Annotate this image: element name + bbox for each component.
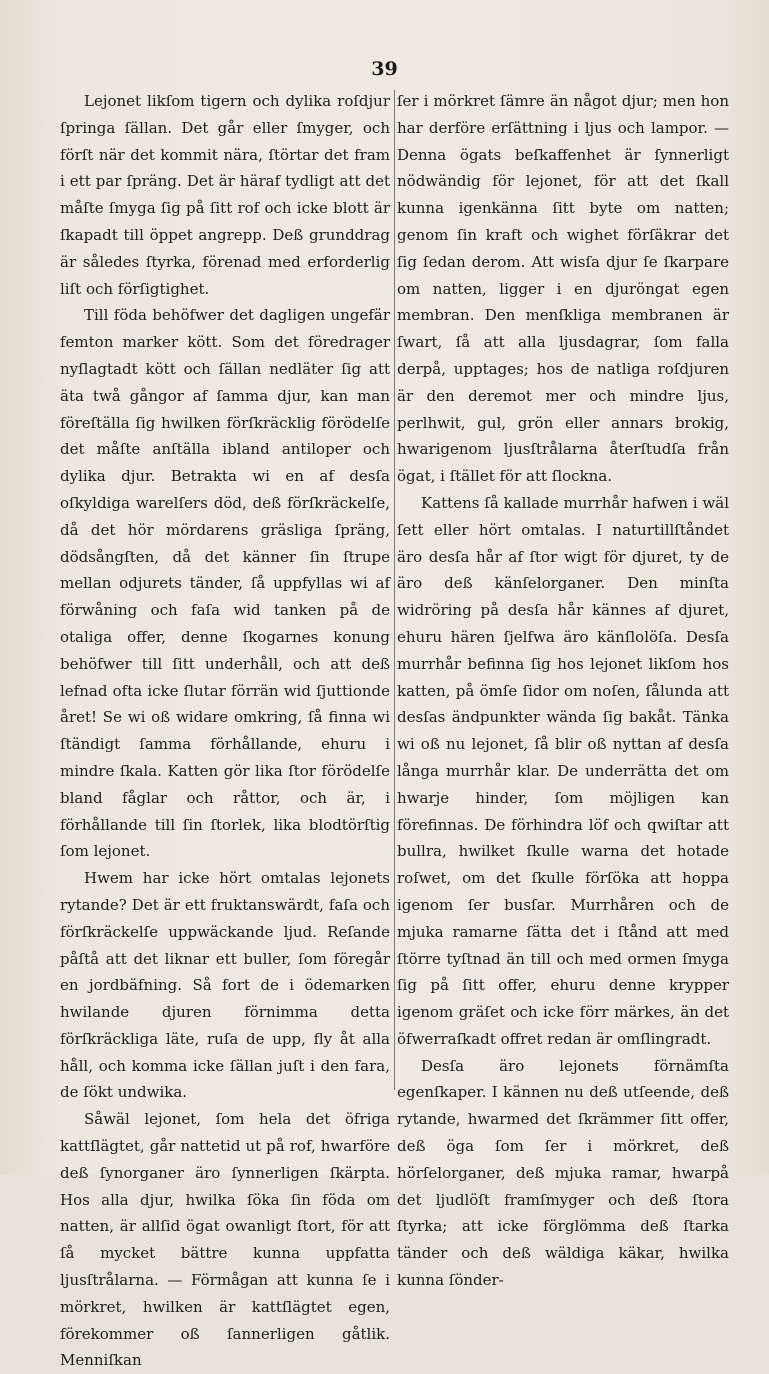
right-paragraph-1: ſer i mörkret ſämre än något djur; men hon har derföre erſättning i ljus och lampor. — Denna ögats beſkaffenhet är ſynnerligt nödwändig för lejonet, för att det ſkall kunna igenkänna ſitt byte om natten; genom ſin kraft och wighet förſäkrar det ſig ſedan derom. Att wisſa djur ſe ſkarpare om natten, ligger i en djuröngat egen membran. Den menſkliga membranen är ſwart, ſå att alla ljusdagrar, ſom falla derpå, upptages; hos de natliga roſdjuren är den deremot mer och mindre ljus, perlhwit, gul, grön eller annars brokig, hwarigenom ljusſtrålarna återſtudſa från ögat, i ſtället för att ſlockna. xyxy=(397,92,729,486)
right-paragraph-2: Kattens ſå kallade murrhår hafwen i wäl ſett eller hört omtalas. I naturtillſtåndet äro desſa hår af ſtor wigt för djuret, ty de äro deß känſelorganer. Den minſta widröring på desſa hår kännes af djuret, ehuru hären ſjelfwa äro känſlolöſa. Desſa murrhår befinna ſig hos lejonet likſom hos katten, på ömſe ſidor om noſen, ſålunda att desſas ändpunkter wända ſig bakåt. Tänka wi oß nu lejonet, ſå blir oß nyttan af desſa långa murrhår klar. De underrätta det om hwarje hinder, ſom möjligen kan förefinnas. De förhindra löf och qwiſtar att bullra, hwilket ſkulle warna det hotade roſwet, om det ſkulle förſöka att hoppa igenom ſer busſar. Murrhåren och de mjuka ramarne ſätta det i ſtånd att med ſtörre tyſtnad än till och med ormen ſmyga ſig på ſitt offer, ehuru denne krypper igenom gräſet och icke förr märkes, än det öfwerraſkadt offret redan är omſlingradt. xyxy=(397,493,729,1048)
left-paragraph-3: Hwem har icke hört omtalas lejonets rytande? Det är ett fruktanswärdt, faſa och förſkräckelſe uppwäckande ljud. Reſande påſtå att det liknar ett buller, ſom föregår en jordbäfning. Så fort de i ödemarken hwilande djuren förnimma detta förſkräckliga läte, ruſa de upp, fly åt alla håll, och komma icke ſällan juſt i den fara, de ſökt undwika. xyxy=(60,869,390,1102)
left-column xyxy=(60,88,390,1370)
right-paragraph-3: Desſa äro lejonets förnämſta egenſkaper. I kännen nu deß utſeende, deß rytande, hwarmed det ſkrämmer ſitt offer, deß öga ſom ſer i mörkret, deß hörſelorganer, deß mjuka ramar, hwarpå det ljudlöſt framſmyger och deß ſtora ſtyrka; att icke förglömma deß ſtarka tänder och deß wäldiga käkar, hwilka kunna ſönder- xyxy=(397,1056,729,1290)
right-column xyxy=(397,88,729,1290)
page-number: 39 xyxy=(371,58,398,80)
column-divider xyxy=(394,90,395,1090)
left-paragraph-1: Lejonet likſom tigern och dylika roſdjur ſpringa ſällan. Det går eller ſmyger, och förſt när det kommit nära, ſtörtar det fram i ett par ſpräng. Det är häraf tydligt att det måſte ſmyga ſig på ſitt rof och icke blott är ſkapadt till öppet angrepp. Deß grunddrag är således ſtyrka, förenad med erforderlig liſt och förſigtighet. xyxy=(60,92,390,298)
left-paragraph-4: Såwäl lejonet, ſom hela det öfriga kattſlägtet, går nattetid ut på rof, hwarföre deß ſynorganer äro ſynnerligen ſkärpta. Hos alla djur, hwilka ſöka ſin föda om natten, är allſid ögat owanligt ſtort, för att ſå mycket bättre kunna uppfatta ljusſtrålarna. — Förmågan att kunna ſe i mörkret, hwilken är kattſlägtet egen, förekommer oß ſannerligen gåtlik. Menniſkan xyxy=(60,1110,390,1370)
left-paragraph-2: Till föda behöfwer det dagligen ungefär femton marker kött. Som det föredrager nyſlagtadt kött och ſällan nedläter ſig att äta twå gångor af ſamma djur, kan man föreſtälla ſig hwilken förſkräcklig förödelſe det måſte anſtälla ibland antiloper och dylika djur. Betrakta wi en af desſa oſkyldiga warelſers död, deß förſkräckelſe, då det hör mördarens gräsliga ſpräng, dödsångſten, då det känner ſin ſtrupe mellan odjurets tänder, ſå uppfyllas wi af förwåning och faſa wid tanken på de otaliga offer, denne ſkogarnes konung behöfwer till ſitt underhåll, och att deß lefnad ofta icke ſlutar förrän wid ſjuttionde året! Se wi oß widare omkring, ſå finna wi ſtändigt ſamma förhållande, ehuru i mindre ſkala. Katten gör lika ſtor förödelſe bland fåglar och råttor, och är, i förhållande till ſin ſtorlek, lika blodtörſtig ſom lejonet. xyxy=(60,306,390,861)
